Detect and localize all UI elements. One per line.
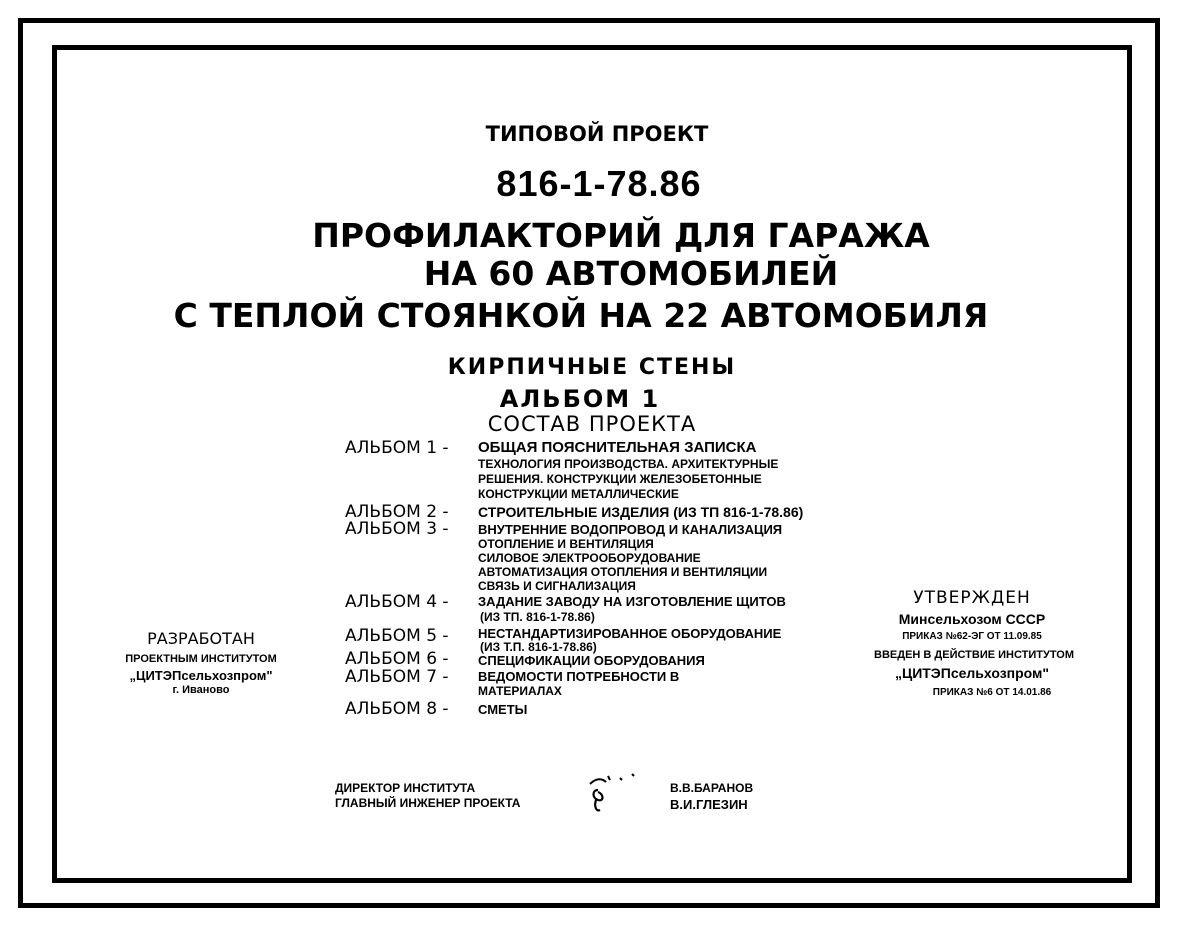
album-7-label: АЛЬБОМ 7 - (345, 667, 449, 687)
album-4-label: АЛЬБОМ 4 - (345, 592, 449, 612)
signature-name-chief-engineer: В.И.ГЛЕЗИН (670, 797, 748, 812)
developed-line-3: г. Иваново (172, 684, 230, 696)
title-line-2: НА 60 АВТОМОБИЛЕЙ (423, 254, 839, 293)
developed-heading: РАЗРАБОТАН (147, 629, 255, 648)
type-label: ТИПОВОЙ ПРОЕКТ (485, 122, 709, 146)
album-label: АЛЬБОМ 1 (499, 385, 661, 413)
album-7-line-2: МАТЕРИАЛАХ (478, 684, 562, 698)
album-3-line-1: ВНУТРЕННИЕ ВОДОПРОВОД И КАНАЛИЗАЦИЯ (478, 522, 783, 537)
title-line-3: С ТЕПЛОЙ СТОЯНКОЙ НА 22 АВТОМОБИЛЯ (173, 296, 989, 335)
album-3-line-2: ОТОПЛЕНИЕ И ВЕНТИЛЯЦИЯ (478, 537, 654, 551)
album-3-line-4: АВТОМАТИЗАЦИЯ ОТОПЛЕНИЯ И ВЕНТИЛЯЦИИ (478, 565, 768, 579)
handwritten-signatures (586, 770, 646, 816)
album-1-line-3: РЕШЕНИЯ. КОНСТРУКЦИИ ЖЕЛЕЗОБЕТОННЫЕ (478, 472, 762, 486)
signature-role-chief-engineer: ГЛАВНЫЙ ИНЖЕНЕР ПРОЕКТА (335, 796, 521, 810)
composition-heading: СОСТАВ ПРОЕКТА (487, 412, 697, 436)
album-3-label: АЛЬБОМ 3 - (345, 519, 449, 539)
album-6-line-1: СПЕЦИФИКАЦИИ ОБОРУДОВАНИЯ (478, 653, 705, 668)
project-number: 816-1-78.86 (496, 163, 702, 204)
album-4-line-2: (ИЗ ТП. 816-1-78.86) (480, 610, 595, 624)
album-5-line-2: (ИЗ Т.П. 816-1-78.86) (480, 640, 597, 654)
signature-role-director: ДИРЕКТОР ИНСТИТУТА (335, 781, 476, 795)
album-5-label: АЛЬБОМ 5 - (345, 626, 449, 646)
signature-name-director: В.В.БАРАНОВ (670, 781, 754, 795)
title-line-1: ПРОФИЛАКТОРИЙ ДЛЯ ГАРАЖА (312, 216, 930, 255)
album-1-line-1: ОБЩАЯ ПОЯСНИТЕЛЬНАЯ ЗАПИСКА (478, 439, 757, 456)
developed-line-1: ПРОЕКТНЫМ ИНСТИТУТОМ (125, 653, 277, 665)
album-3-line-5: СВЯЗЬ И СИГНАЛИЗАЦИЯ (478, 579, 636, 593)
approved-line-5: ПРИКАЗ №6 ОТ 14.01.86 (932, 687, 1052, 698)
approved-line-3: ВВЕДЕН В ДЕЙСТВИЕ ИНСТИТУТОМ (874, 649, 1074, 661)
album-3-line-3: СИЛОВОЕ ЭЛЕКТРООБОРУДОВАНИЕ (478, 551, 701, 565)
approved-line-4: „ЦИТЭПсельхозпром" (894, 665, 1050, 681)
album-5-line-1: НЕСТАНДАРТИЗИРОВАННОЕ ОБОРУДОВАНИЕ (478, 626, 782, 641)
album-4-line-1: ЗАДАНИЕ ЗАВОДУ НА ИЗГОТОВЛЕНИЕ ЩИТОВ (478, 594, 786, 609)
album-7-line-1: ВЕДОМОСТИ ПОТРЕБНОСТИ В (478, 669, 680, 684)
walls-label: КИРПИЧНЫЕ СТЕНЫ (447, 355, 737, 380)
approved-line-2: ПРИКАЗ №62-ЭГ ОТ 11.09.85 (902, 631, 1042, 642)
approved-line-1: Минсельхозом СССР (898, 611, 1046, 627)
developed-line-2: „ЦИТЭПсельхозпром" (129, 668, 273, 683)
album-2-label: АЛЬБОМ 2 - (345, 502, 449, 522)
album-1-label: АЛЬБОМ 1 - (345, 438, 449, 458)
album-8-line-1: СМЕТЫ (478, 702, 528, 717)
album-8-label: АЛЬБОМ 8 - (345, 699, 449, 719)
album-1-line-4: КОНСТРУКЦИИ МЕТАЛЛИЧЕСКИЕ (478, 487, 679, 501)
approved-heading: УТВЕРЖДЕН (913, 588, 1031, 608)
album-6-label: АЛЬБОМ 6 - (345, 649, 449, 669)
album-1-line-2: ТЕХНОЛОГИЯ ПРОИЗВОДСТВА. АРХИТЕКТУРНЫЕ (478, 457, 779, 471)
album-2-line-1: СТРОИТЕЛЬНЫЕ ИЗДЕЛИЯ (ИЗ ТП 816-1-78.86) (478, 504, 804, 520)
